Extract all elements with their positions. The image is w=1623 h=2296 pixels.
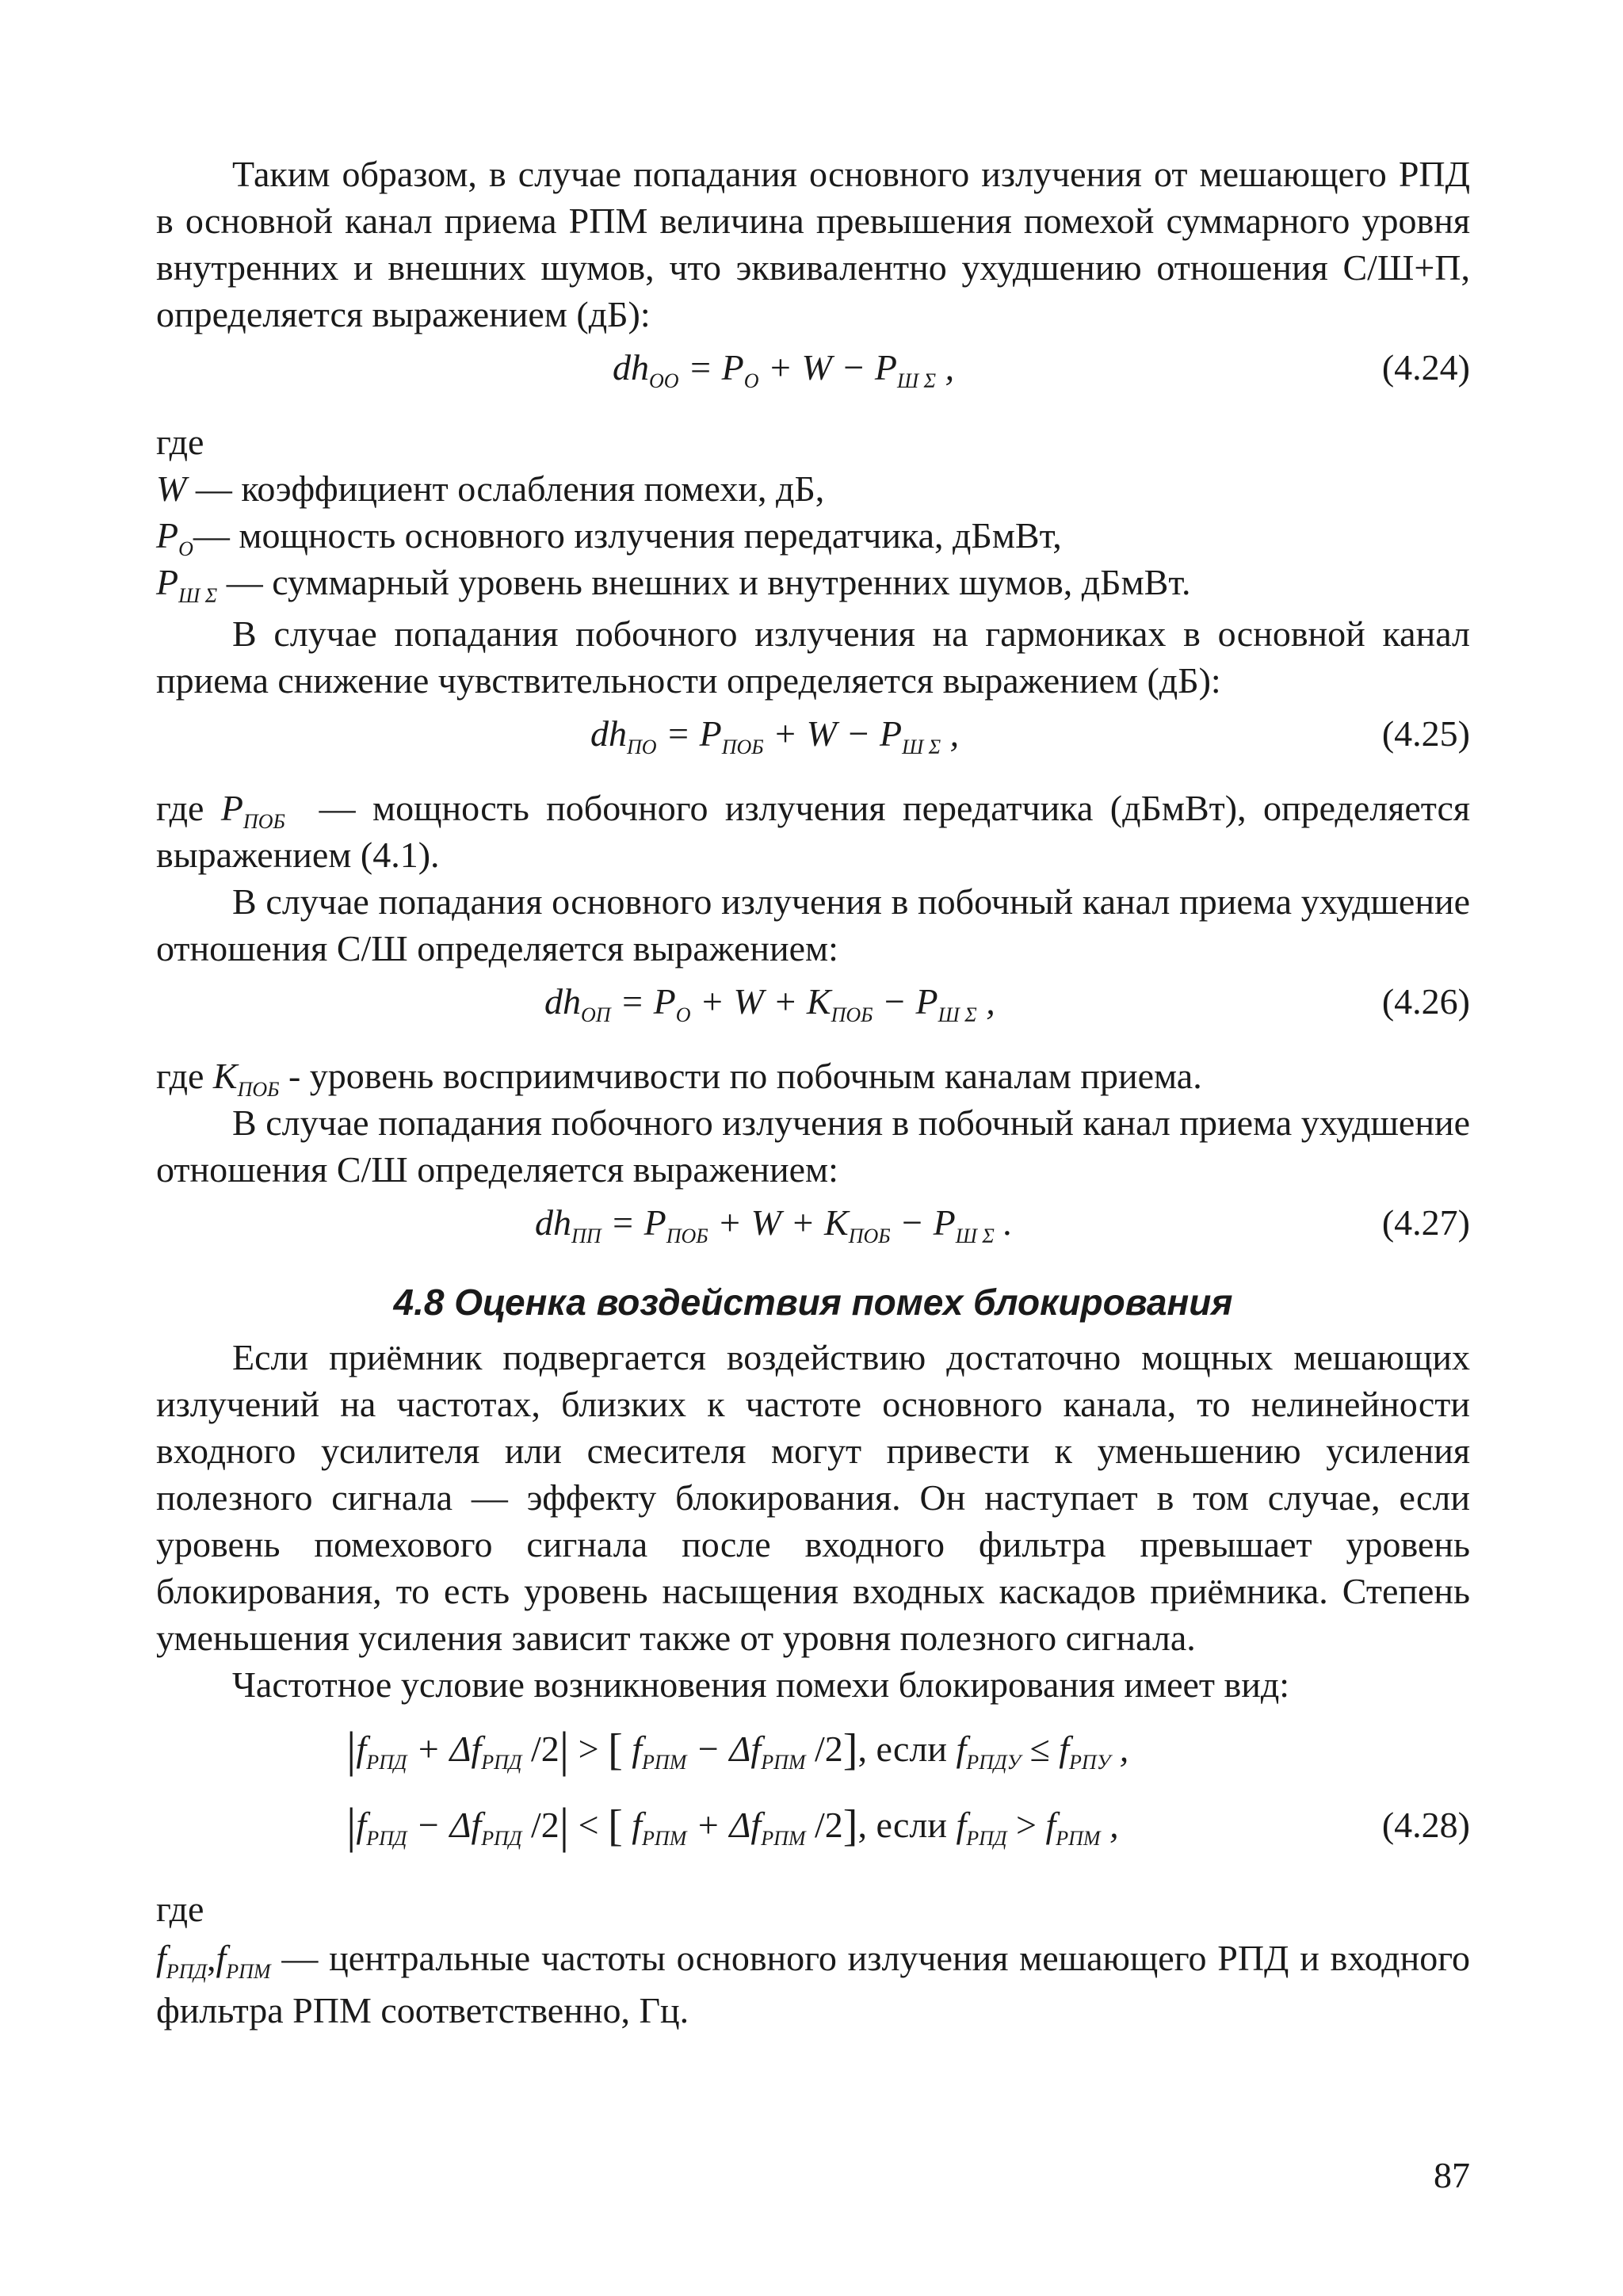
formula: $dh_{ПО} = P_{ПОБ} + W - P_{Ш \Sigma}$ ,	[590, 713, 960, 758]
paragraph: В случае попадания побочного излучения в побочный канал приема ухудшение отношения С/Ш определяется выражением:	[156, 1102, 1470, 1190]
equation-number: (4.25)	[1381, 713, 1470, 754]
page-number: 87	[1434, 2155, 1470, 2195]
equation-4-28-line1	[156, 1722, 1470, 1792]
paragraph: В случае попадания основного излучения в побочный канал приема ухудшение отношения С/Ш определяется выражением:	[156, 881, 1470, 968]
paragraph: где $P_{ПОБ}$ — мощность побочного излучения передатчика (дБмВт), определяется выражением (4.1).	[156, 788, 1471, 875]
equation-4-27	[156, 1196, 1470, 1256]
paragraph-text: — центральные частоты основного излучения мешающего РПД и входного фильтра РПМ соответственно, Гц.	[156, 1938, 1471, 2030]
definition-text: — мощность основного излучения передатчика, дБмВт,	[193, 515, 1062, 556]
formula: $|f_{РПД} + \Delta f_{РПД}$ /2| > [ $f_{РПМ} - \Delta f_{РПМ}$ /2], если $f_{РПДУ} \le f_{РПУ}$ ,	[346, 1723, 1129, 1777]
paragraph: Частотное условие возникновения помехи блокирования имеет вид:	[232, 1664, 1290, 1705]
equation-number: (4.26)	[1381, 981, 1470, 1022]
definition-text: — коэффициент ослабления помехи, дБ,	[195, 468, 825, 509]
equation-number: (4.27)	[1381, 1202, 1470, 1243]
definition-po: $P_О—$ мощность основного излучения передатчика, дБмВт,	[156, 515, 1062, 560]
paragraph: Если приёмник подвергается воздействию достаточно мощных мешающих излучений на частотах, близких к частоте основного канала, то нелинейности входного усилителя или смесителя могут привести к уменьшению усиления полезного сигнала — эффекту блокирования. Он наступает в том случае, если уровень помехового сигнала после входного фильтра превышает уровень блокирования, то есть уровень насыщения входных каскадов приёмника. Степень уменьшения усиления зависит также от уровня полезного сигнала.	[156, 1337, 1470, 1658]
definition-text: — суммарный уровень внешних и внутренних шумов, дБмВт.	[226, 562, 1191, 602]
equation-number: (4.28)	[1381, 1805, 1470, 1845]
equation-4-24	[156, 341, 1470, 401]
equation-4-25	[156, 707, 1470, 767]
section-heading: 4.8 Оценка воздействия помех блокирования	[393, 1282, 1233, 1323]
paragraph-text: — мощность побочного излучения передатчика (дБмВт), определяется выражением (4.1).	[156, 788, 1471, 875]
formula: $dh_{ПП} = P_{ПОБ} + W + K_{ПОБ} - P_{Ш \Sigma}$ .	[535, 1202, 1013, 1247]
where-label: где	[156, 1889, 204, 1929]
page-body	[156, 151, 1470, 2037]
where-label: где	[156, 422, 204, 462]
formula: $dh_{ОО} = P_О + W - P_{Ш \Sigma}$ ,	[613, 347, 955, 392]
paragraph: Таким образом, в случае попадания основного излучения от мешающего РПД в основной канал приема РПМ величина превышения помехой суммарного уровня внутренних и внешних шумов, что эквивалентно ухудшению отношения С/Ш+П, определяется выражением (дБ):	[156, 154, 1470, 334]
paragraph: $f_{РПД},f_{РПМ}$ — центральные частоты основного излучения мешающего РПД и входного фильтра РПМ соответственно, Гц.	[156, 1938, 1471, 2030]
definition-w: W — коэффициент ослабления помехи, дБ,	[156, 468, 825, 509]
equation-4-28-line2	[156, 1798, 1470, 1868]
formula: $dh_{ОП} = P_О + W + K_{ПОБ} - P_{Ш \Sigma}$ ,	[544, 981, 995, 1026]
paragraph: где $K_{ПОБ}$ - уровень восприимчивости по побочным каналам приема.	[156, 1056, 1202, 1101]
definition-psh: $P_{Ш \Sigma}$ — суммарный уровень внешних и внутренних шумов, дБмВт.	[156, 562, 1191, 607]
equation-number: (4.24)	[1381, 347, 1470, 388]
where-label: где	[156, 788, 204, 828]
where-label: где	[156, 1056, 204, 1096]
if-word: если	[876, 1729, 948, 1769]
paragraph: В случае попадания побочного излучения на гармониках в основной канал приема снижение чувствительности определяется выражением (дБ):	[156, 613, 1470, 701]
if-word: если	[876, 1805, 948, 1845]
equation-4-26	[156, 975, 1470, 1035]
formula: $|f_{РПД} - \Delta f_{РПД}$ /2| < [ $f_{РПМ} + \Delta f_{РПМ}$ /2], если $f_{РПД} > f_{РПМ}$ ,	[346, 1799, 1119, 1853]
paragraph-text: - уровень восприимчивости по побочным каналам приема.	[288, 1056, 1202, 1096]
